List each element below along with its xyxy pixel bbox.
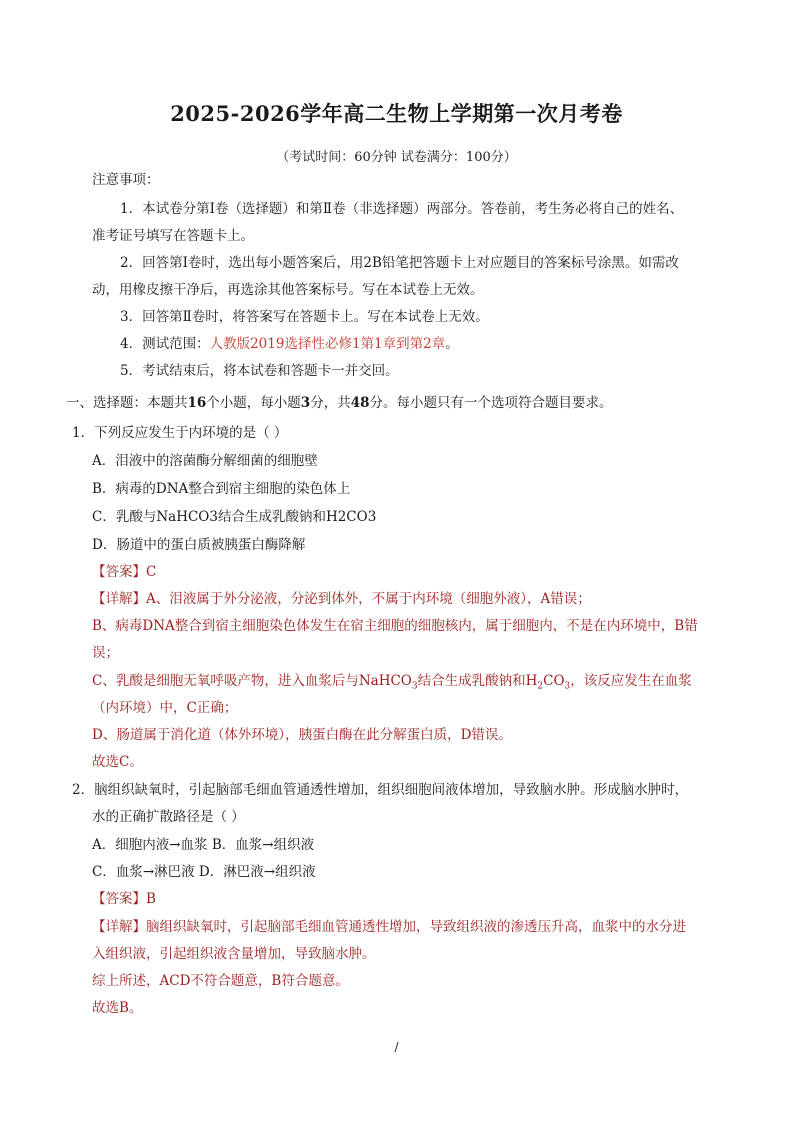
section-text-3: 分，共: [310, 395, 351, 411]
question-2-summary: 综上所述，ACD不符合题意，B符合题意。: [92, 973, 349, 989]
question-1-answer: [92, 563, 156, 581]
detail-3-text-a: C、乳酸是细胞无氧呼吸产物，进入血浆后与NaHCO: [92, 673, 412, 689]
detail-text: 脑组织缺氧时，引起脑部毛细血管通透性增加，导致组织液的渗透压升高，血浆中的水分进: [146, 919, 686, 935]
question-1-detail-1: [92, 590, 591, 608]
question-1-option-b: B．病毒的DNA整合到宿主细胞的染色体上: [92, 481, 351, 497]
question-1-detail-2-cont: 误；: [92, 645, 119, 661]
page-footer: /: [394, 1040, 399, 1054]
subscript: 3: [564, 681, 571, 692]
notice-item-2-cont: 动，用橡皮擦干净后，再选涂其他答案标号。写在本试卷上无效。: [92, 282, 484, 298]
detail-3-text-b: 结合生成乳酸钠和H: [417, 673, 538, 689]
notice-item-4: [120, 335, 459, 353]
question-2-options-ab: A．细胞内液→血浆 B．血浆→组织液: [92, 837, 315, 853]
question-1-detail-3-cont: （内环境）中，C正确；: [92, 700, 238, 716]
question-1-detail-4: D、肠道属于消化道（体外环境），胰蛋白酶在此分解蛋白质，D错误。: [92, 727, 512, 743]
subscript: 2: [537, 681, 544, 692]
answer-value: C: [146, 564, 157, 580]
question-2-detail-2: 入组织液，引起组织液含量增加，导致脑水肿。: [92, 946, 376, 962]
question-2-detail-1: [92, 918, 686, 936]
detail-text: A、泪液属于外分泌液，分泌到体外，不属于内环境（细胞外液），A错误；: [146, 591, 591, 607]
notice-item-1: 1．本试卷分第Ⅰ卷（选择题）和第Ⅱ卷（非选择题）两部分。答卷前，考生务必将自己的姓名、: [120, 201, 684, 217]
question-2-stem: 2．脑组织缺氧时，引起脑部毛细血管通透性增加，组织细胞间液体增加，导致脑水肿。形成脑水肿时，: [72, 782, 689, 798]
answer-tag: 【答案】: [92, 564, 146, 580]
notice-item-3: 3．回答第Ⅱ卷时，将答案写在答题卡上。写在本试卷上无效。: [120, 309, 489, 325]
page-title: 2025-2026学年高二生物上学期第一次月考卷: [170, 101, 623, 126]
question-count: 16: [187, 395, 207, 411]
detail-3-text-d: ，该反应发生在血浆: [570, 673, 692, 689]
answer-tag: 【答案】: [92, 891, 146, 907]
notice-item-5: 5．考试结束后，将本试卷和答题卡一并交回。: [120, 363, 399, 379]
question-2-stem-cont: 水的正确扩散路径是（ ）: [92, 809, 245, 825]
subscript: 3: [411, 681, 418, 692]
notice-item-1-cont: 准考证号填写在答题卡上。: [92, 228, 254, 244]
notice-item-4-suffix: 。: [445, 336, 459, 352]
notice-heading: 注意事项：: [92, 172, 160, 188]
detail-tag: 【详解】: [92, 919, 146, 935]
section-text-4: 分。每小题只有一个选项符合题目要求。: [369, 395, 613, 411]
question-1-option-c: C．乳酸与NaHCO3结合生成乳酸钠和H2CO3: [92, 509, 377, 525]
question-1-option-d: D．肠道中的蛋白质被胰蛋白酶降解: [92, 537, 306, 553]
exam-info: （考试时间：60分钟 试卷满分：100分）: [276, 150, 517, 165]
section-text-2: 个小题，每小题: [206, 395, 301, 411]
question-2-options-cd: C．血浆→淋巴液 D．淋巴液→组织液: [92, 864, 316, 880]
detail-tag: 【详解】: [92, 591, 146, 607]
question-1-option-a: A．泪液中的溶菌酶分解细菌的细胞壁: [92, 453, 318, 469]
test-range: 人教版2019选择性必修1第1章到第2章: [209, 336, 446, 352]
notice-item-2: 2．回答第Ⅰ卷时，选出每小题答案后，用2B铅笔把答题卡上对应题目的答案标号涂黑。如需改: [120, 255, 679, 271]
question-1-stem: 1．下列反应发生于内环境的是（ ）: [72, 425, 288, 441]
question-2-answer: [92, 890, 156, 908]
question-1-detail-2: B、病毒DNA整合到宿主细胞染色体发生在宿主细胞的细胞核内，属于细胞内，不是在内环境中，B错: [92, 618, 698, 634]
notice-item-4-prefix: 4．测试范围：: [120, 336, 210, 352]
question-1-conclusion: 故选C。: [92, 754, 143, 770]
points-each: 3: [300, 395, 311, 411]
question-1-detail-3: [92, 672, 692, 696]
section-text-1: 一、选择题：本题共: [66, 395, 188, 411]
answer-value: B: [146, 891, 156, 907]
question-2-conclusion: 故选B。: [92, 1000, 143, 1016]
detail-3-text-c: CO: [543, 673, 565, 689]
section-heading: [66, 394, 613, 412]
points-total: 48: [350, 395, 370, 411]
